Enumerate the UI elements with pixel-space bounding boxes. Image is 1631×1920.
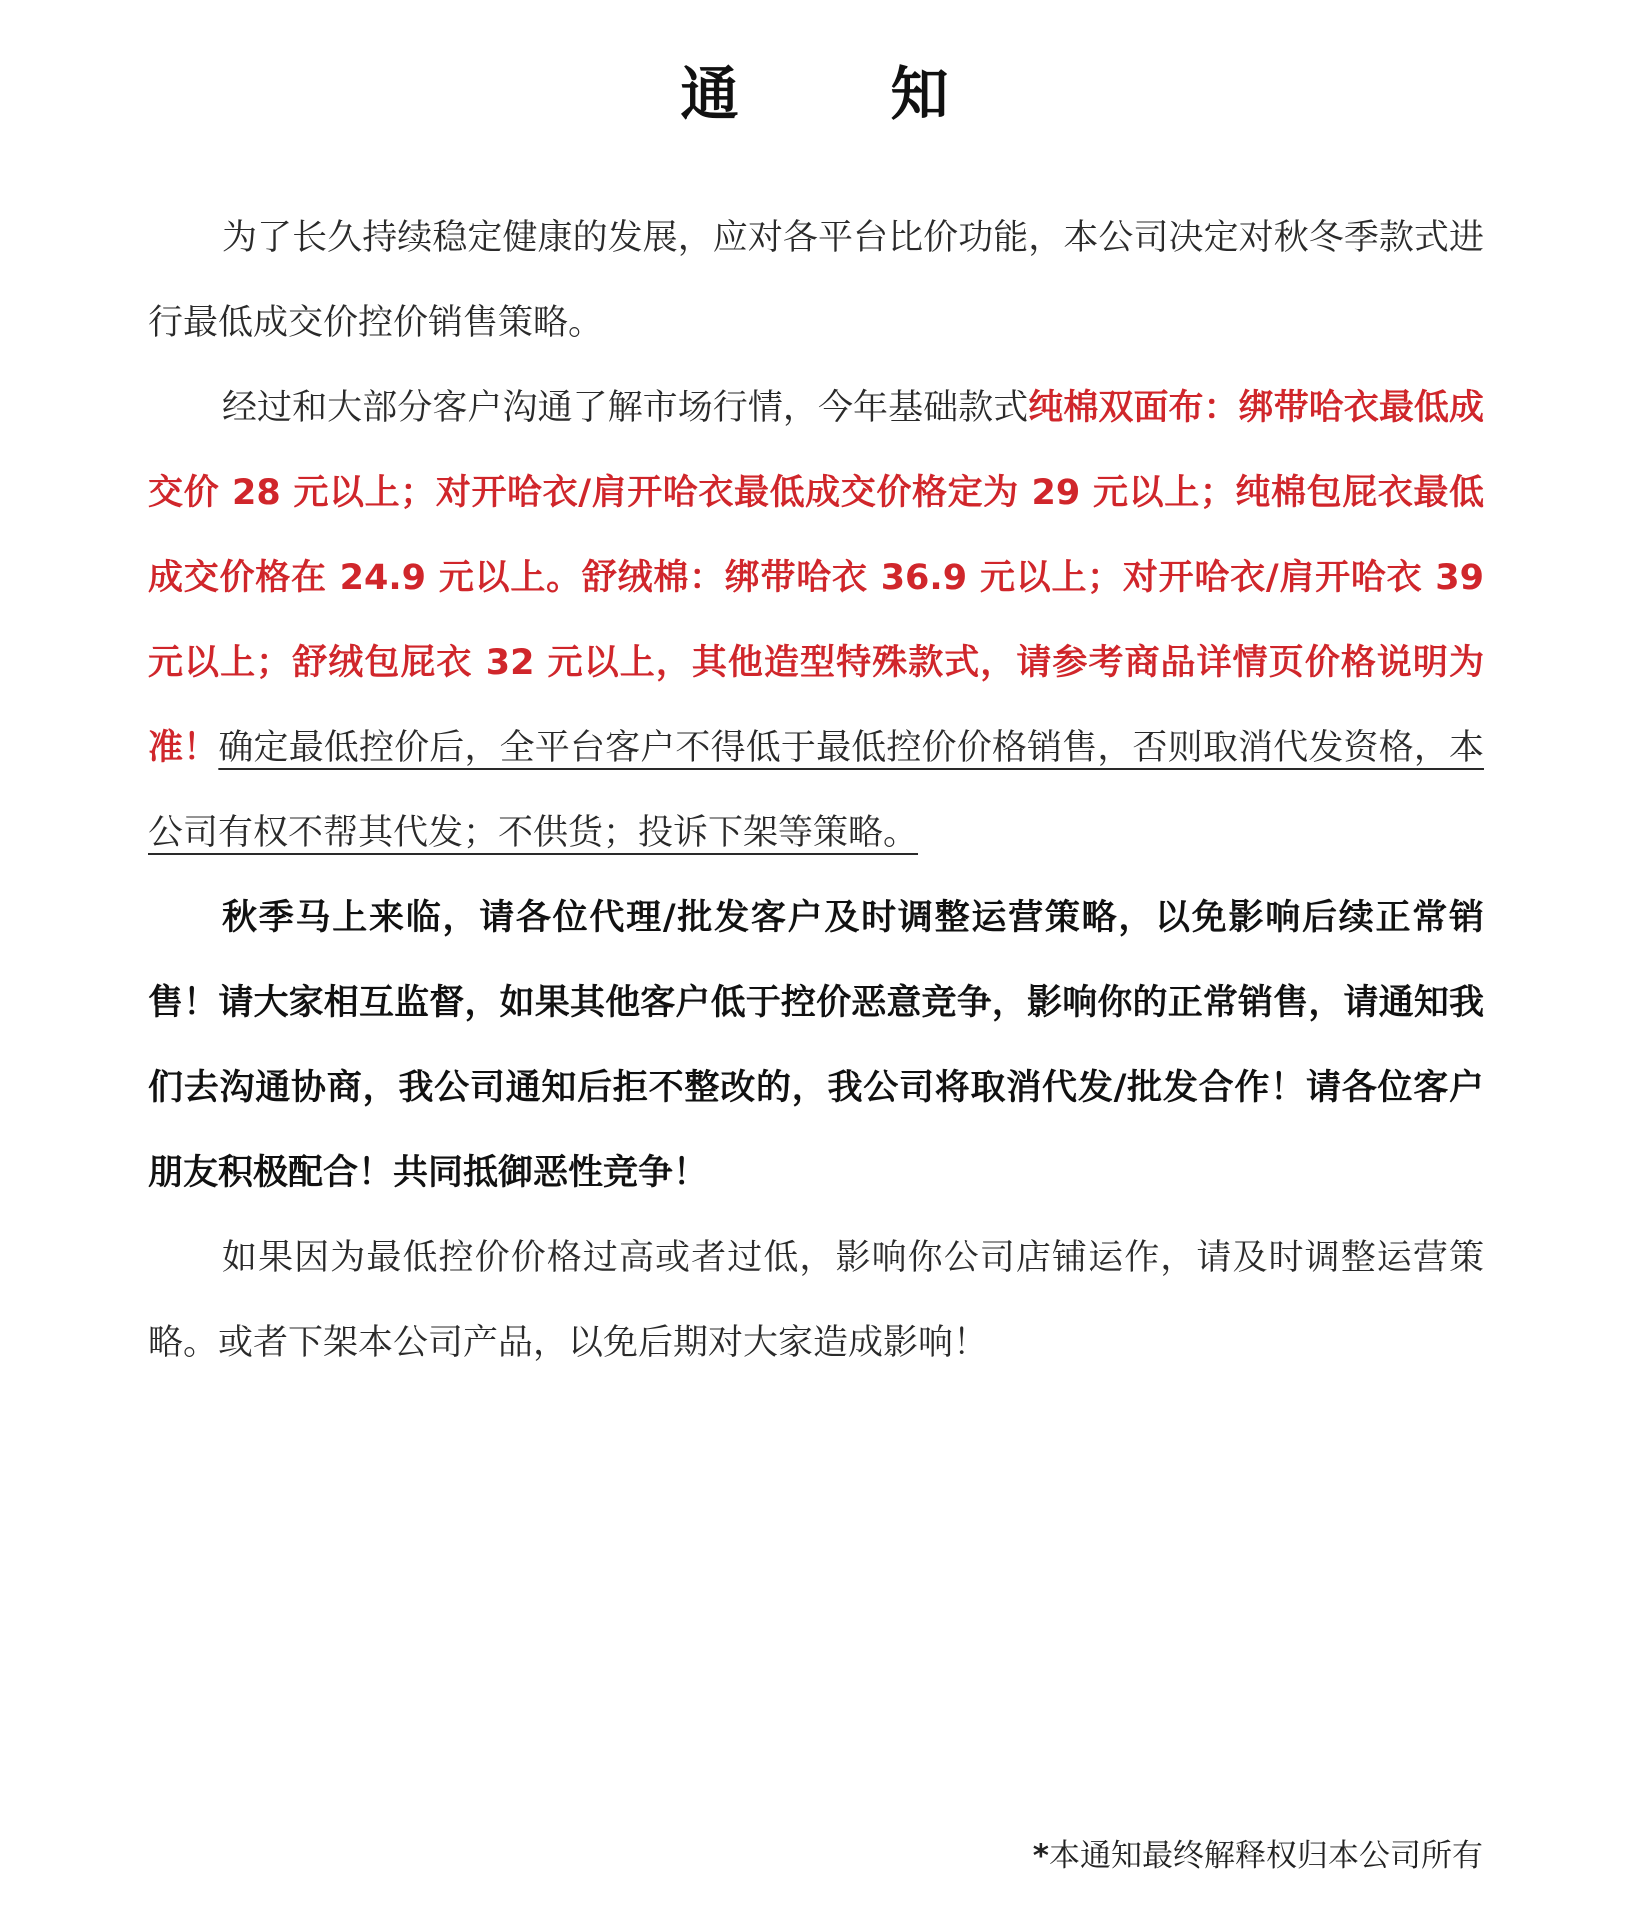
paragraph-pricing — [148, 366, 1484, 876]
footer-disclaimer — [1033, 1836, 1483, 1876]
footer-asterisk: * — [1032, 1838, 1049, 1874]
notice-title — [0, 58, 1631, 130]
pricing-intro-text: 经过和大部分客户沟通了解市场行情，今年基础款式 — [222, 388, 1029, 428]
notice-body — [148, 196, 1484, 1386]
footer-text: 本通知最终解释权归本公司所有 — [1049, 1838, 1483, 1874]
paragraph-autumn-notice: 秋季马上来临，请各位代理/批发客户及时调整运营策略，以免影响后续正常销售！请大家相互监督，如果其他客户低于控价恶意竞争，影响你的正常销售，请通知我们去沟通协商，我公司通知后拒不整改的，我公司将取消代发/批发合作！请各位客户朋友积极配合！共同抵御恶性竞争！ — [148, 898, 1484, 1193]
title-char-left: 通 — [680, 60, 741, 128]
pricing-policy-underlined: 确定最低控价后，全平台客户不得低于最低控价价格销售，否则取消代发资格，本公司有权不帮其代发；不供货；投诉下架等策略。 — [148, 728, 1484, 853]
title-char-right: 知 — [890, 60, 951, 128]
paragraph-adjustment: 如果因为最低控价价格过高或者过低，影响你公司店铺运作，请及时调整运营策略。或者下架本公司产品，以免后期对大家造成影响！ — [148, 1238, 1484, 1363]
pricing-highlight-text: 纯棉双面布：绑带哈衣最低成交价 28 元以上；对开哈衣/肩开哈衣最低成交价格定为 29 元以上；纯棉包屁衣最低成交价格在 24.9 元以上。舒绒棉：绑带哈衣 36.9 元以上；对开哈衣/肩开哈衣 39 元以上；舒绒包屁衣 32 元以上，其他造型特殊款式，请参考商品详情页价格说明为准！ — [148, 388, 1484, 768]
paragraph-intro: 为了长久持续稳定健康的发展，应对各平台比价功能，本公司决定对秋冬季款式进行最低成交价控价销售策略。 — [148, 218, 1484, 343]
